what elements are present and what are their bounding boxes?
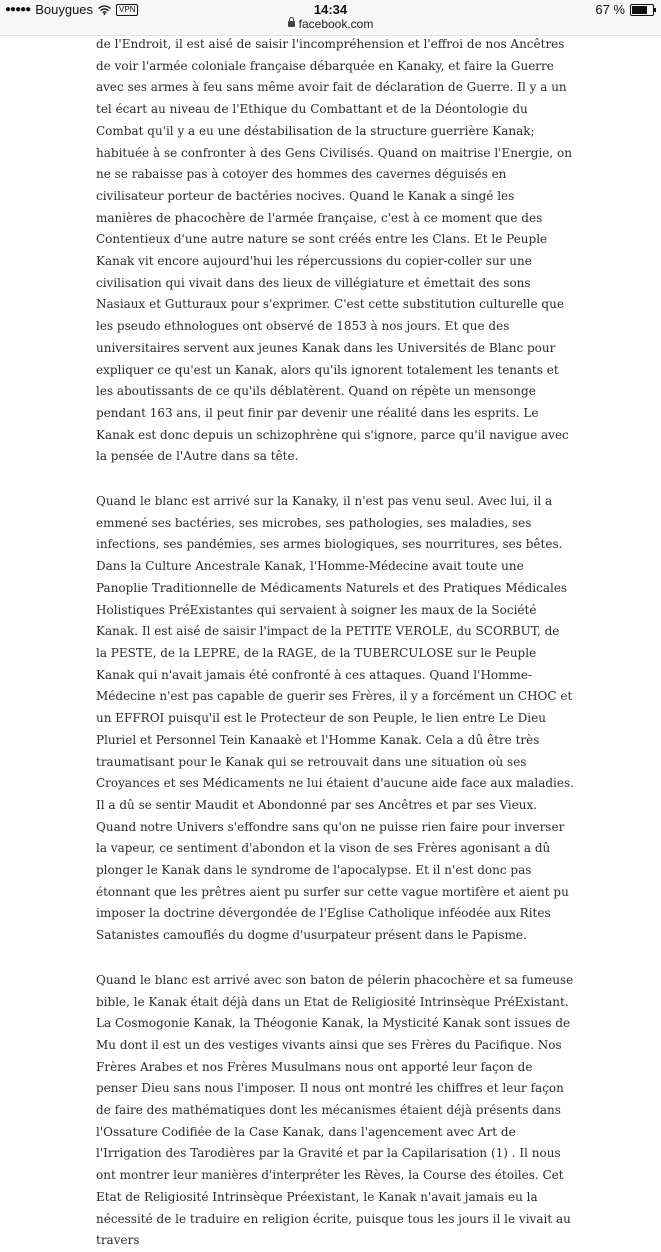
url-domain[interactable]: facebook.com bbox=[298, 17, 374, 31]
battery-icon bbox=[630, 4, 654, 16]
article-body bbox=[96, 34, 574, 1252]
lock-icon bbox=[288, 21, 295, 27]
clock: 14:34 bbox=[313, 2, 348, 17]
article-paragraph: de l'Endroit, il est aisé de saisir l'incompréhension et l'effroi de nos Ancêtres de voir l'armée coloniale française débarquée en Kanaky, et faire la Guerre avec ses armes à feu sans même avoir fait de déclaration de Guerre. Il y a un tel écart au niveau de l'Ethique du Combattant et de la Déontologie du Combat qu'il y a eu une déstabilisation de la structure guerrière Kanak; habituée à se confronter à des Gens Civilisés. Quand on maitrise l'Energie, on ne se rabaisse pas à cotoyer des hommes des cavernes déguisés en civilisateur porteur de bactéries nocives. Quand le Kanak a singé les manières de phacochère de l'armée française, c'est à ce moment que des Contentieux d'une autre nature se sont créés entre les Clans. Et le Peuple Kanak vit encore aujourd'hui les répercussions du copier-coller sur une civilisation qui vivait dans des lieux de villégiature et émettait des sons Nasiaux et Gutturaux pour s'exprimer. C'est cette substitution culturelle que les pseudo ethnologues ont observé de 1853 à nos jours. Et que des universitaires servent aux jeunes Kanak dans les Universités de Blanc pour expliquer ce qu'est un Kanak, alors qu'ils ignorent totalement les tenants et les aboutissants de ce qu'ils déblatèrent. Quand on répète un mensonge pendant 163 ans, il peut finir par devenir une réalité dans les esprits. Le Kanak est donc depuis un schizophrène qui s'ignore, parce qu'il navigue avec la pensée de l'Autre dans sa tête. bbox=[96, 37, 572, 464]
signal-dots-icon: ●●●●● bbox=[5, 4, 31, 15]
battery-percent: 67 % bbox=[595, 2, 625, 17]
carrier-name: Bouygues bbox=[35, 2, 94, 17]
vpn-badge: VPN bbox=[116, 4, 138, 16]
article-paragraph: Quand le blanc est arrivé sur la Kanaky, il n'est pas venu seul. Avec lui, il a emmené ses bactéries, ses microbes, ses pathologies, ses maladies, ses infections, ses pandémies, ses armes biologiques, ses nourritures, ses bêtes. Dans la Culture Ancestrale Kanak, l'Homme-Médecine avait toute une Panoplie Traditionnelle de Médicaments Naturels et des Pratiques Médicales Holistiques PréExistantes qui servaient à soigner les maux de la Société Kanak. Il est aisé de saisir l'impact de la PETITE VEROLE, du SCORBUT, de la PESTE, de la LEPRE, de la RAGE, de la TUBERCULOSE sur le Peuple Kanak qui n'avait jamais été confronté à ces attaques. Quand l'Homme-Médecine n'est pas capable de guerir ses Frères, il y a forcément un CHOC et un EFFROI puisqu'il est le Protecteur de son Peuple, le lien entre Le Dieu Pluriel et Personnel Tein Kanaakè et l'Homme Kanak. Cela a dû être très traumatisant pour le Kanak qui se retrouvait dans une situation où ses Croyances et ses Médicaments ne lui étaient d'aucune aide face aux maladies. Il a dû se sentir Maudit et Abondonné par ses Ancêtres et par ses Vieux. Quand notre Univers s'effondre sans qu'on ne puisse rien faire pour inverser la vapeur, ce sentiment d'abondon et la vison de ses Frères agonisant a dû plonger le Kanak dans le syndrome de l'apocalypse. Et il n'est donc pas étonnant que les prêtres aient pu surfer sur cette vague mortifère et aient pu imposer la doctrine dévergondée de l'Eglise Catholique inféodée aux Rites Satanistes camouflés du dogme d'usurpateur présent dans le Papisme. bbox=[96, 494, 574, 943]
battery-fill bbox=[632, 6, 647, 14]
battery-group bbox=[595, 2, 654, 17]
article-paragraph: Quand le blanc est arrivé avec son baton de pélerin phacochère et sa fumeuse bible, le Kanak était déjà dans un Etat de Religiosité Intrinsèque PréExistant. La Cosmogonie Kanak, la Théogonie Kanak, la Mysticité Kanak sont issues de Mu dont il est un des vestiges vivants ainsi que ses Frères du Pacifique. Nos Frères Arabes et nos Frères Musulmans nous ont apporté leur façon de penser Dieu sans nous l'imposer. Il nous ont montré les chiffres et leur façon de faire des mathématiques dont les mécanismes étaient déjà présents dans l'Ossature Codifiée de la Case Kanak, dans l'agencement avec Art de l'Irrigation des Tarodières par la Gravité et par la Capilarisation (1) . Il nous ont montrer leur manières d'interpréter les Rèves, la Course des étoiles. Cet Etat de Religiosité Intrinsèque Préexistant, le Kanak n'avait jamais eu la nécessité de le traduire en religion écrite, puisque tous les jours il le vivait au travers bbox=[96, 972, 574, 1248]
